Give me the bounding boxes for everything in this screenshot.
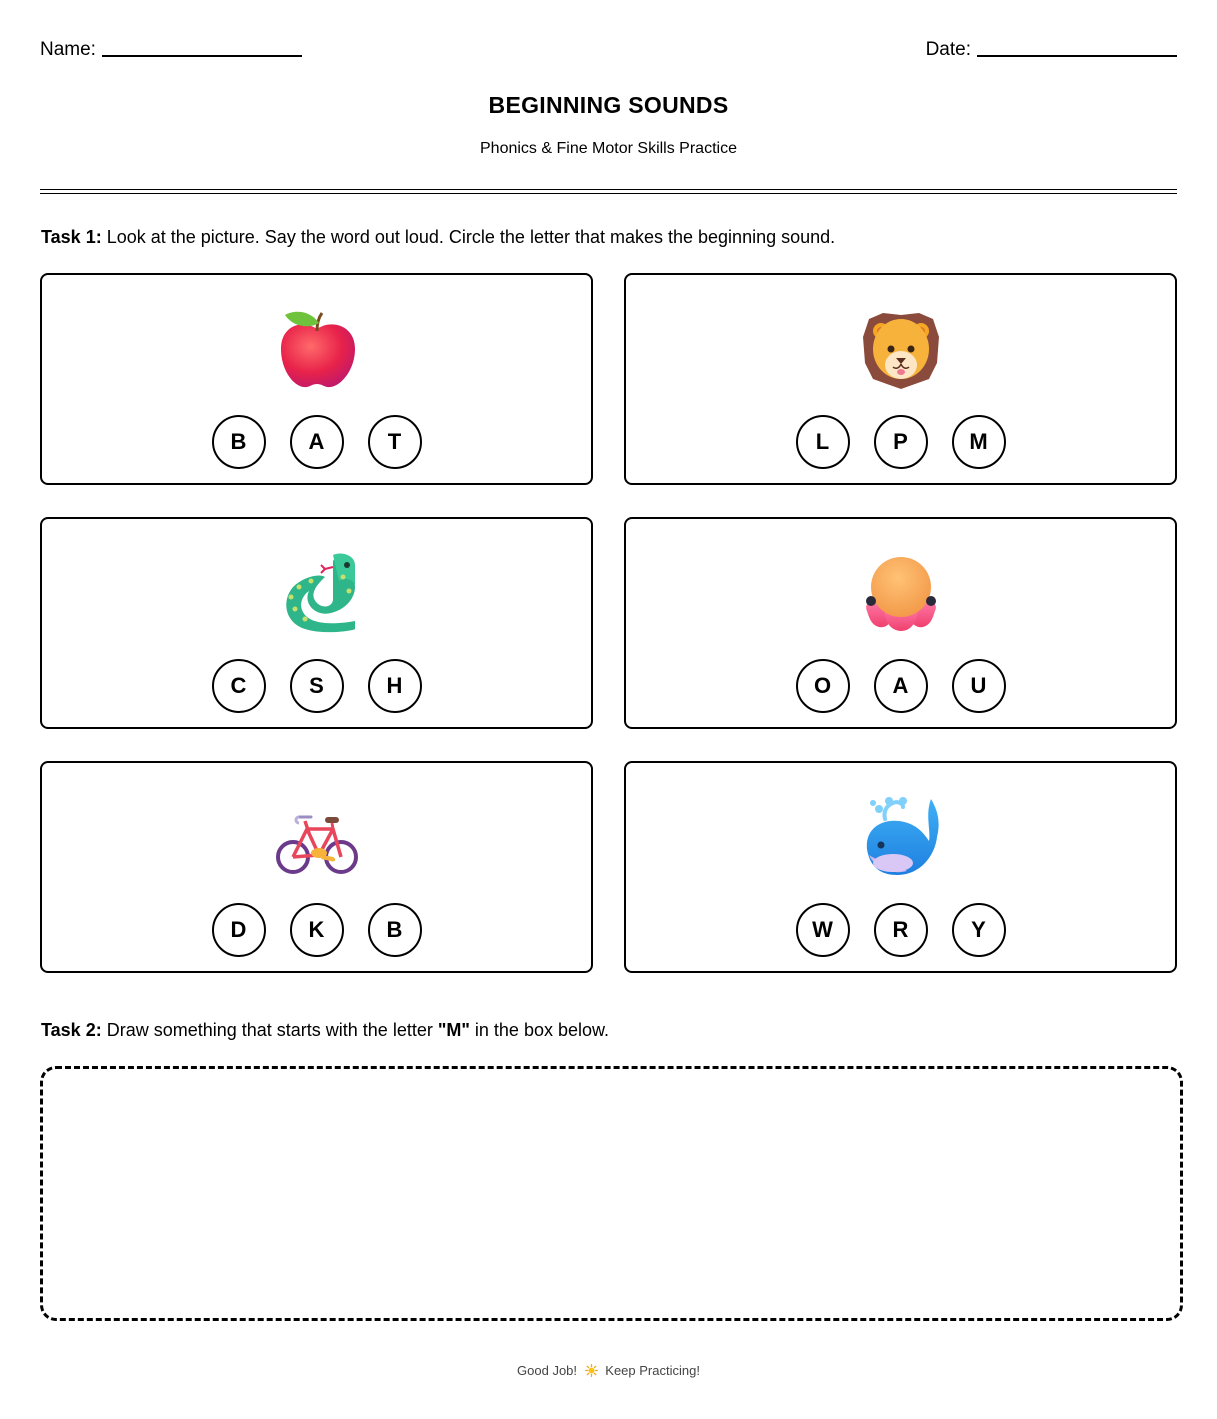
letter-choice[interactable]: H bbox=[368, 659, 422, 713]
task2-letter: "M" bbox=[437, 1020, 470, 1040]
letter-choices bbox=[42, 659, 591, 713]
footer-message bbox=[0, 1363, 1217, 1378]
drawing-area[interactable] bbox=[40, 1066, 1183, 1321]
worksheet-subtitle: Phonics & Fine Motor Skills Practice bbox=[480, 140, 737, 157]
letter-choice[interactable]: K bbox=[290, 903, 344, 957]
letter-choice[interactable]: S bbox=[290, 659, 344, 713]
task2-text-after: in the box below. bbox=[469, 1020, 610, 1040]
letter-choice[interactable]: O bbox=[796, 659, 850, 713]
letter-choice[interactable]: B bbox=[368, 903, 422, 957]
letter-choice[interactable]: Y bbox=[952, 903, 1006, 957]
picture-card bbox=[624, 273, 1177, 485]
letter-choice[interactable]: M bbox=[952, 415, 1006, 469]
date-label: Date: bbox=[925, 39, 971, 60]
header-row bbox=[40, 37, 1177, 61]
letter-choice[interactable]: T bbox=[368, 415, 422, 469]
snake-icon bbox=[275, 551, 359, 635]
letter-choice[interactable]: W bbox=[796, 903, 850, 957]
task1-instructions bbox=[41, 227, 835, 248]
bicycle-icon bbox=[275, 795, 359, 879]
lion-icon bbox=[859, 307, 943, 391]
task2-label: Task 2: bbox=[41, 1020, 102, 1040]
letter-choice[interactable]: U bbox=[952, 659, 1006, 713]
task2-instructions bbox=[41, 1020, 609, 1041]
footer-text-before: Good Job! bbox=[517, 1363, 578, 1378]
task2-text-before: Draw something that starts with the letter bbox=[101, 1020, 438, 1040]
task1-label: Task 1: bbox=[41, 227, 102, 247]
double-divider bbox=[40, 189, 1177, 194]
letter-choices bbox=[626, 659, 1175, 713]
letter-choices bbox=[42, 415, 591, 469]
letter-choice[interactable]: L bbox=[796, 415, 850, 469]
picture-card bbox=[40, 761, 593, 973]
sun-icon bbox=[585, 1364, 598, 1377]
whale-icon bbox=[859, 795, 943, 879]
worksheet-title: BEGINNING SOUNDS bbox=[488, 92, 729, 118]
picture-card-grid bbox=[40, 273, 1177, 973]
letter-choice[interactable]: A bbox=[874, 659, 928, 713]
name-label: Name: bbox=[40, 39, 96, 60]
letter-choices bbox=[626, 903, 1175, 957]
date-field[interactable] bbox=[926, 39, 1177, 61]
letter-choices bbox=[42, 903, 591, 957]
letter-choice[interactable]: R bbox=[874, 903, 928, 957]
picture-card bbox=[40, 517, 593, 729]
name-blank-line[interactable] bbox=[102, 55, 302, 57]
octopus-icon bbox=[859, 551, 943, 635]
letter-choice[interactable]: P bbox=[874, 415, 928, 469]
apple-icon bbox=[275, 307, 359, 391]
letter-choice[interactable]: A bbox=[290, 415, 344, 469]
letter-choices bbox=[626, 415, 1175, 469]
task1-text: Look at the picture. Say the word out loud. Circle the letter that makes the beginning sound. bbox=[101, 227, 836, 247]
letter-choice[interactable]: B bbox=[212, 415, 266, 469]
picture-card bbox=[624, 761, 1177, 973]
date-blank-line[interactable] bbox=[977, 55, 1177, 57]
footer-text-after: Keep Practicing! bbox=[605, 1363, 700, 1378]
picture-card bbox=[40, 273, 593, 485]
letter-choice[interactable]: D bbox=[212, 903, 266, 957]
name-field[interactable] bbox=[40, 39, 302, 61]
picture-card bbox=[624, 517, 1177, 729]
letter-choice[interactable]: C bbox=[212, 659, 266, 713]
